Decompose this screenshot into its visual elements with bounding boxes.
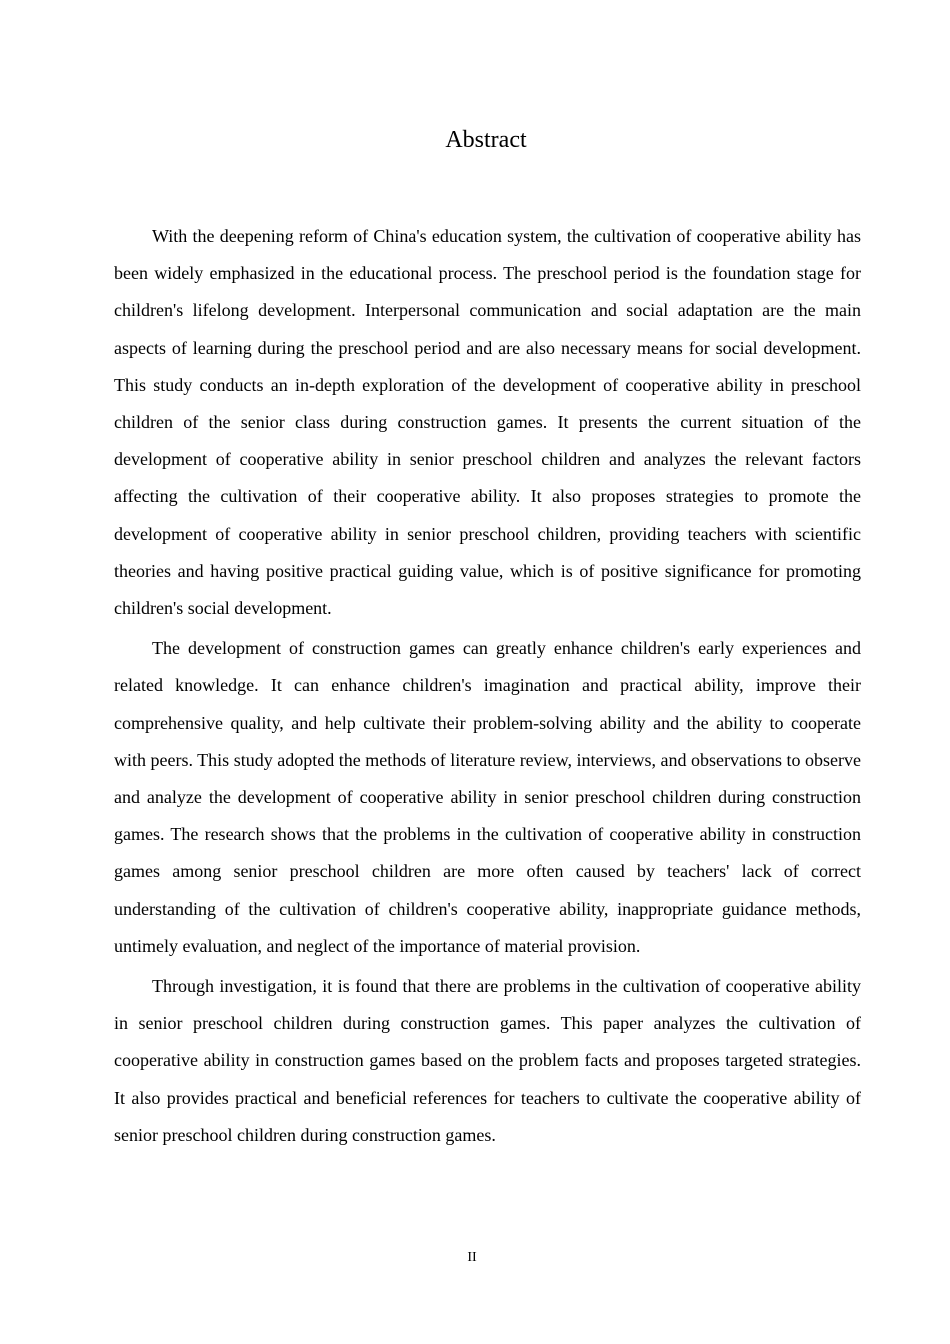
page-number: II [467,1250,477,1265]
abstract-title: Abstract [445,127,527,153]
abstract-paragraph-3: Through investigation, it is found that there are problems in the cultivation of cooperative ability in senior preschool children during construction games. This paper analyzes the cultivation of cooperative ability in construction games based on the problem facts and proposes targeted strategies. It also provides practical and beneficial references for teachers to cultivate the cooperative ability of senior preschool children during construction games. [114,976,861,1145]
abstract-paragraph-1: With the deepening reform of China's education system, the cultivation of cooperative ability has been widely emphasized in the educational process. The preschool period is the foundation stage for children's lifelong development. Interpersonal communication and social adaptation are the main aspects of learning during the preschool period and are also necessary means for social development. This study conducts an in-depth exploration of the development of cooperative ability in preschool children of the senior class during construction games. It presents the current situation of the development of cooperative ability in senior preschool children and analyzes the relevant factors affecting the cultivation of their cooperative ability. It also proposes strategies to promote the development of cooperative ability in senior preschool children, providing teachers with scientific theories and having positive practical guiding value, which is of positive significance for promoting children's social development. [114,226,861,619]
abstract-body [114,218,861,1157]
abstract-paragraph-2: The development of construction games can greatly enhance children's early experiences and related knowledge. It can enhance children's imagination and practical ability, improve their comprehensive quality, and help cultivate their problem-solving ability and the ability to cooperate with peers. This study adopted the methods of literature review, interviews, and observations to observe and analyze the development of cooperative ability in senior preschool children during construction games. The research shows that the problems in the cultivation of cooperative ability in construction games among senior preschool children are more often caused by teachers' lack of correct understanding of the cultivation of children's cooperative ability, inappropriate guidance methods, untimely evaluation, and neglect of the importance of material provision. [114,638,861,956]
